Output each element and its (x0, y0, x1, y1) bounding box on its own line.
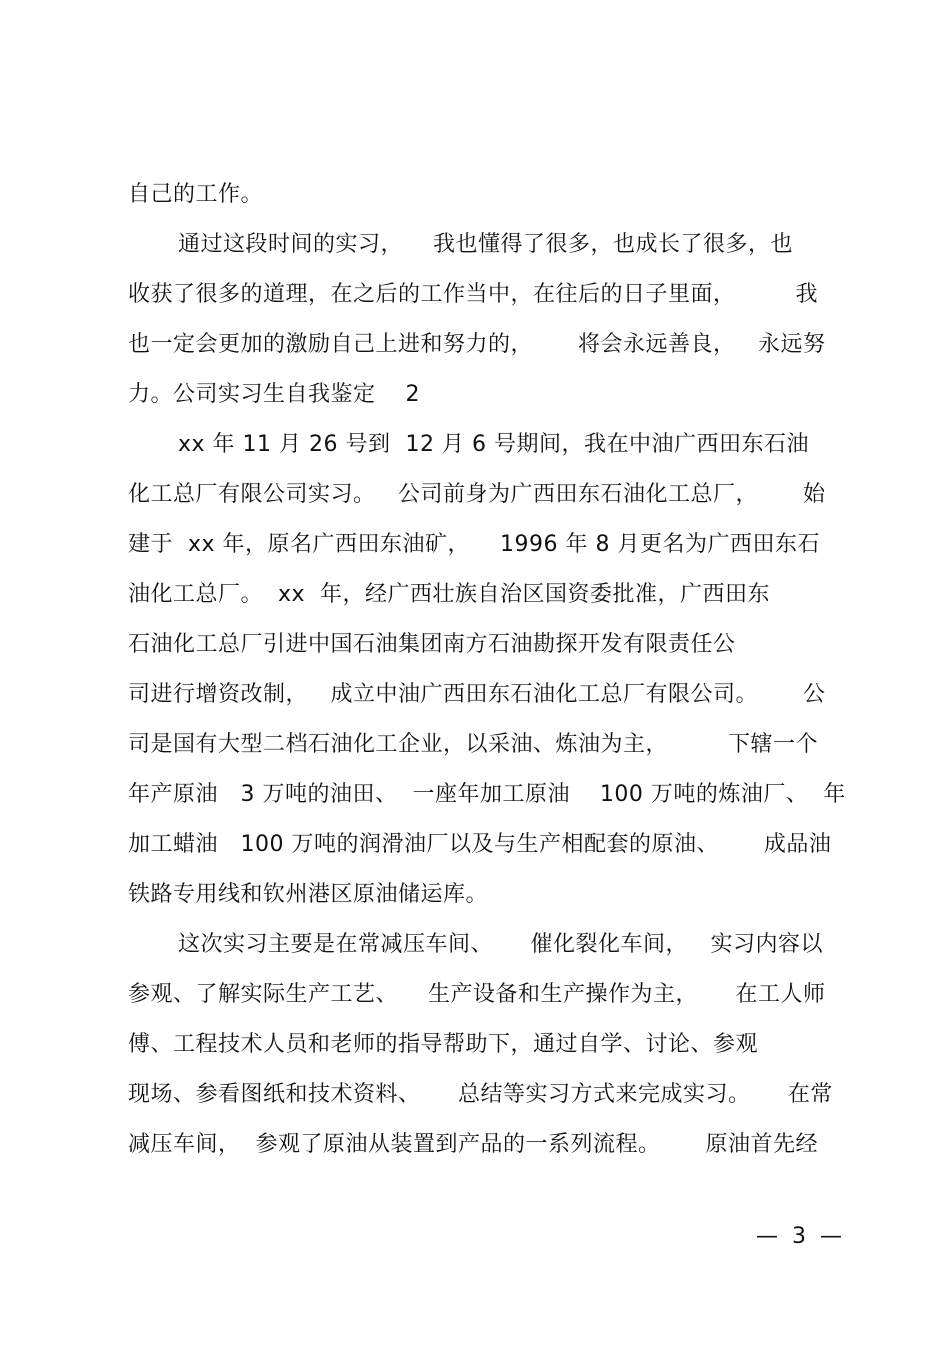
text-line: 参观、了解实际生产工艺、 生产设备和生产操作为主， 在工人师 (128, 982, 826, 1007)
text-line: 这次实习主要是在常减压车间、 催化裂化车间， 实习内容以 (178, 932, 823, 957)
text-line: 年产原油 3 万吨的油田、 一座年加工原油 100 万吨的炼油厂、 年 (128, 782, 846, 807)
text-line: 也一定会更加的激励自己上进和努力的， 将会永远善良， 永远努 (128, 332, 826, 357)
text-line: xx 年 11 月 26 号到 12 月 6 号期间，我在中油广西田东石油 (178, 432, 809, 457)
text-line: 铁路专用线和钦州港区原油储运库。 (128, 882, 489, 907)
text-line: 司是国有大型二档石油化工企业，以采油、炼油为主， 下辖一个 (128, 732, 818, 757)
text-line: 收获了很多的道理，在之后的工作当中，在往后的日子里面， 我 (128, 282, 818, 307)
text-line: 油化工总厂。 xx 年，经广西壮族自治区国资委批准，广西田东 (128, 582, 771, 607)
text-line: 傅、工程技术人员和老师的指导帮助下，通过自学、讨论、参观 (128, 1032, 759, 1057)
text-line: 通过这段时间的实习， 我也懂得了很多，也成长了很多，也 (178, 232, 793, 257)
text-line: 自己的工作。 (128, 182, 264, 207)
text-line: 司进行增资改制， 成立中油广西田东石油化工总厂有限公司。 公 (128, 682, 826, 707)
text-line: 力。公司实习生自我鉴定 2 (128, 382, 420, 407)
text-line: 化工总厂有限公司实习。 公司前身为广西田东石油化工总厂， 始 (128, 482, 826, 507)
text-line: 减压车间， 参观了原油从装置到产品的一系列流程。 原油首先经 (128, 1132, 818, 1157)
text-line: 加工蜡油 100 万吨的润滑油厂以及与生产相配套的原油、 成品油 (128, 832, 832, 857)
page-number: — 3 — (756, 1224, 842, 1249)
text-line: 建于 xx 年，原名广西田东油矿， 1996 年 8 月更名为广西田东石 (128, 532, 820, 557)
text-line: 现场、参看图纸和技术资料、 总结等实习方式来完成实习。 在常 (128, 1082, 833, 1107)
text-line: 石油化工总厂引进中国石油集团南方石油勘探开发有限责任公 (128, 632, 736, 657)
